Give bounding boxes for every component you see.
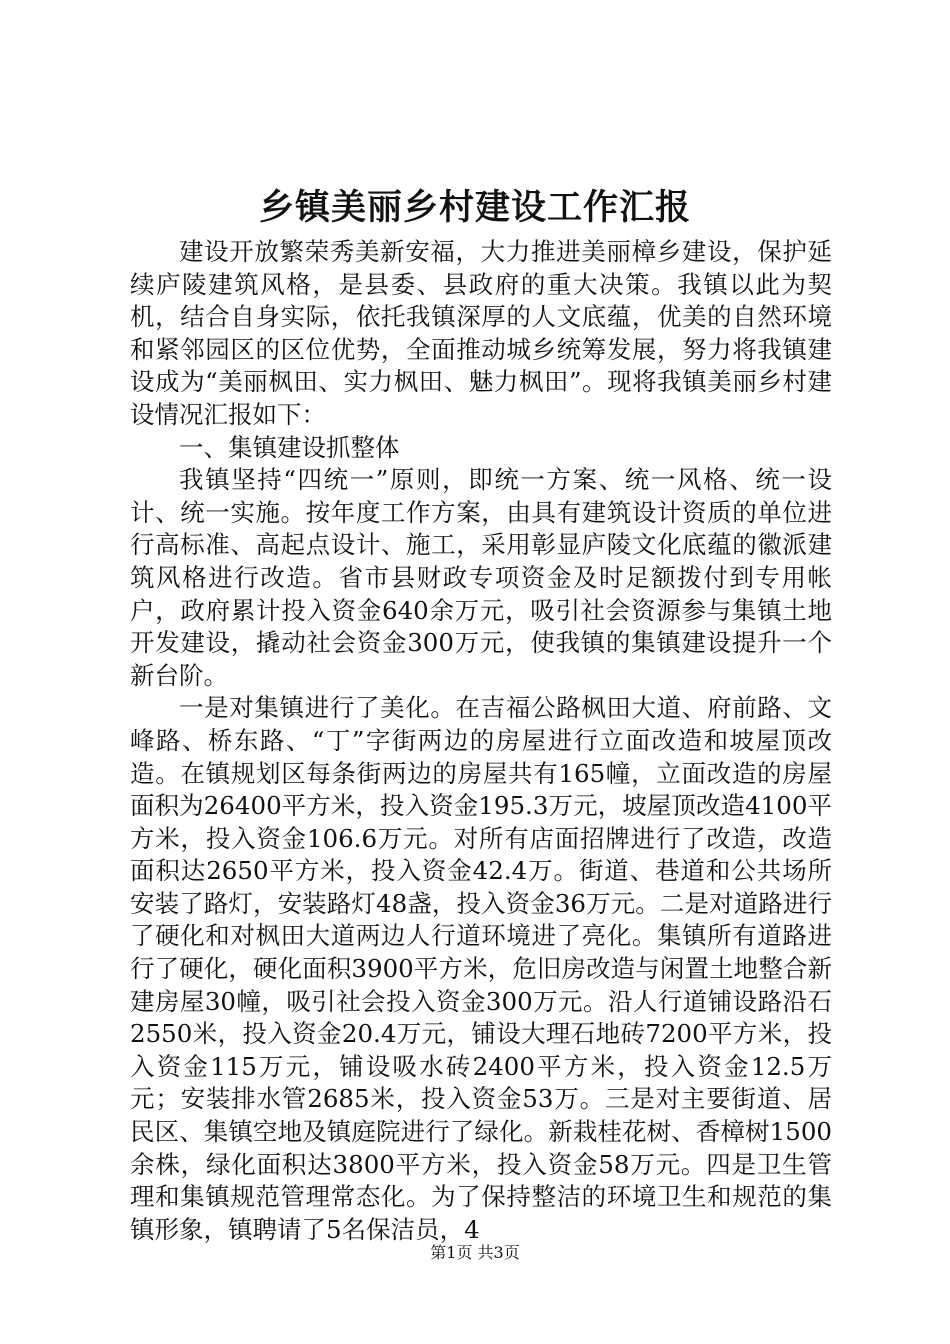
paragraph-intro: 建设开放繁荣秀美新安福，大力推进美丽樟乡建设，保护延续庐陵建筑风格，是县委、县政府的重大决策。我镇以此为契机，结合自身实际，依托我镇深厚的人文底蕴，优美的自然环境和紧邻园区的区位优势，全面推动城乡统筹发展，努力将我镇建设成为“美丽枫田、实力枫田、魅力枫田”。现将我镇美丽乡村建设情况汇报如下：	[130, 237, 832, 429]
paragraph-principle: 我镇坚持“四统一”原则，即统一方案、统一风格、统一设计、统一实施。按年度工作方案，由具有建筑设计资质的单位进行高标准、高起点设计、施工，采用彰显庐陵文化底蕴的徽派建筑风格进行改造。省市县财政专项资金及时足额拨付到专用帐户，政府累计投入资金640余万元，吸引社会资源参与集镇土地开发建设，撬动社会资金300万元，使我镇的集镇建设提升一个新台阶。	[130, 465, 832, 690]
page-number-footer: 第1页 共3页	[430, 1243, 520, 1262]
paragraph-details: 一是对集镇进行了美化。在吉福公路枫田大道、府前路、文峰路、桥东路、“丁”字街两边的房屋进行立面改造和坡屋顶改造。在镇规划区每条街两边的房屋共有165幢，立面改造的房屋面积为26400平方米，投入资金195.3万元，坡屋顶改造4100平方米，投入资金106.6万元。对所有店面招牌进行了改造，改造面积达2650平方米，投入资金42.4万。街道、巷道和公共场所安装了路灯，安装路灯48盏，投入资金36万元。二是对道路进行了硬化和对枫田大道两边人行道环境进了亮化。集镇所有道路进行了硬化，硬化面积3900平方米，危旧房改造与闲置土地整合新建房屋30幢，吸引社会投入资金300万元。沿人行道铺设路沿石2550米，投入资金20.4万元，铺设大理石地砖7200平方米，投入资金115万元，铺设吸水砖2400平方米，投入资金12.5万元；安装排水管2685米，投入资金53万。三是对主要街道、居民区、集镇空地及镇庭院进行了绿化。新栽桂花树、香樟树1500余株，绿化面积达3800平方米，投入资金58万元。四是卫生管理和集镇规范管理常态化。为了保持整洁的环境卫生和规范的集镇形象，镇聘请了5名保洁员，4	[130, 693, 832, 1244]
document-title: 乡镇美丽乡村建设工作汇报	[258, 187, 691, 228]
section-heading: 一、集镇建设抓整体	[179, 432, 400, 462]
document-body	[130, 236, 832, 1246]
